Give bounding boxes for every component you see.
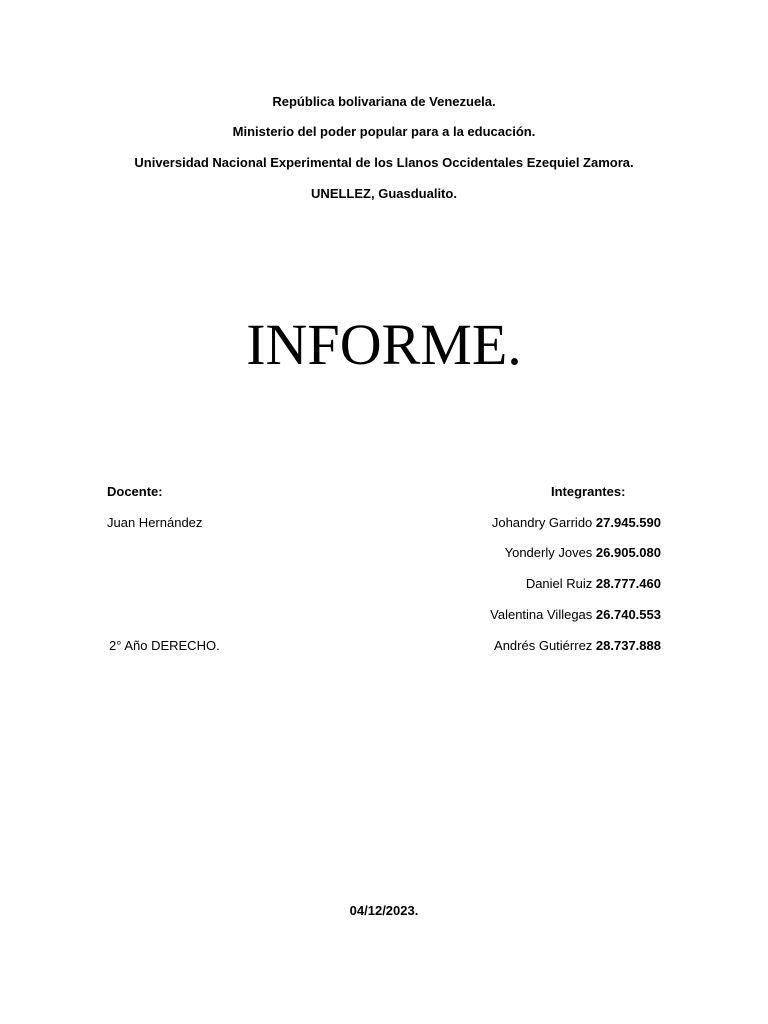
member-row bbox=[361, 545, 661, 561]
course-year: 2° Año DERECHO. bbox=[109, 638, 220, 653]
member-id: 26.905.080 bbox=[595, 545, 661, 560]
member-row bbox=[361, 607, 661, 623]
header-republic: República bolivariana de Venezuela. bbox=[272, 94, 496, 109]
member-name: Valentina Villegas bbox=[490, 607, 593, 622]
member-name: Yonderly Joves bbox=[504, 545, 593, 560]
docente-label: Docente: bbox=[107, 484, 163, 499]
document-date: 04/12/2023. bbox=[349, 903, 419, 918]
member-id: 27.945.590 bbox=[595, 515, 661, 530]
member-id: 26.740.553 bbox=[595, 607, 661, 622]
header-university: Universidad Nacional Experimental de los Llanos Occidentales Ezequiel Zamora. bbox=[134, 155, 634, 170]
member-name: Johandry Garrido bbox=[491, 515, 593, 530]
document-title: INFORME. bbox=[246, 312, 522, 377]
member-row bbox=[361, 515, 661, 531]
member-id: 28.737.888 bbox=[595, 638, 661, 653]
member-row bbox=[361, 638, 661, 654]
docente-name: Juan Hernández bbox=[107, 515, 203, 530]
header-ministry: Ministerio del poder popular para a la educación. bbox=[232, 124, 536, 139]
member-id: 28.777.460 bbox=[595, 576, 661, 591]
header-campus: UNELLEZ, Guasdualito. bbox=[311, 186, 457, 201]
integrantes-label: Integrantes: bbox=[551, 484, 626, 499]
member-name: Daniel Ruiz bbox=[525, 576, 593, 591]
member-name: Andrés Gutiérrez bbox=[494, 638, 593, 653]
member-row bbox=[361, 576, 661, 592]
